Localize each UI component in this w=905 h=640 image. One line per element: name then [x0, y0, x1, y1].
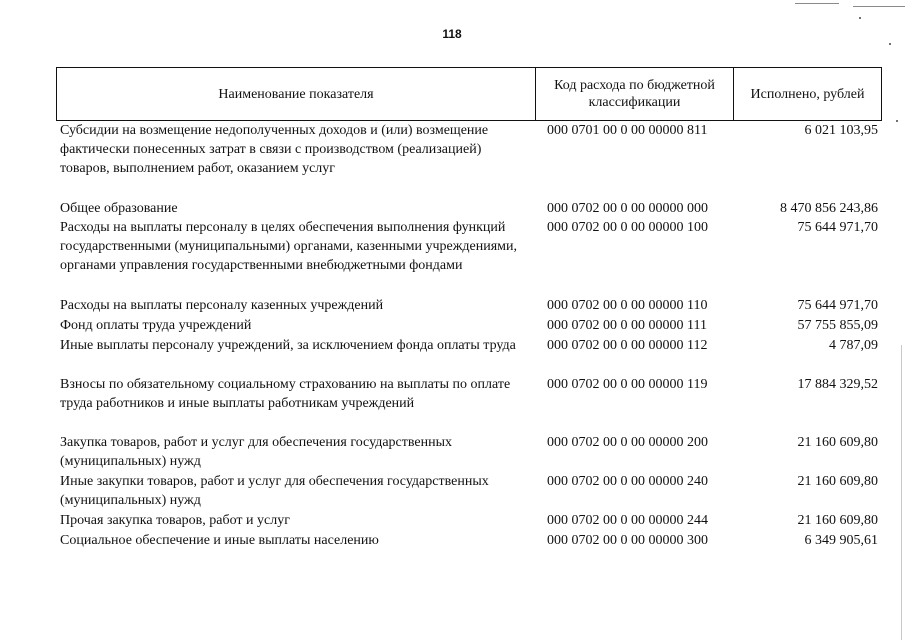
- row-code: 000 0702 00 0 00 00000 200: [547, 435, 708, 450]
- row-name: Общее образование: [60, 201, 178, 216]
- scan-artifact-dot: [896, 120, 898, 122]
- row-amount: 75 644 971,70: [797, 298, 878, 313]
- row-code: 000 0702 00 0 00 00000 000: [547, 201, 708, 216]
- header-name: Наименование показателя: [218, 86, 374, 102]
- row-code: 000 0702 00 0 00 00000 110: [547, 298, 708, 313]
- row-amount: 75 644 971,70: [797, 220, 878, 235]
- header-amount: Исполнено, рублей: [733, 68, 881, 120]
- scan-artifact-edge: [901, 345, 902, 640]
- scan-artifact-dot: [859, 17, 861, 19]
- row-code: 000 0702 00 0 00 00000 119: [547, 377, 708, 392]
- row-code: 000 0702 00 0 00 00000 240: [547, 474, 708, 489]
- row-name: Иные закупки товаров, работ и услуг для обеспечения государственных (муниципальных) нужд: [60, 474, 489, 508]
- row-name: Иные выплаты персоналу учреждений, за исключением фонда оплаты труда: [60, 338, 516, 353]
- row-name: Субсидии на возмещение недополученных доходов и (или) возмещение фактически понесенных затрат в связи с производством (реализацией) товаров, выполнением работ, оказанием услуг: [60, 123, 489, 176]
- row-code: 000 0702 00 0 00 00000 244: [547, 513, 708, 528]
- page-number: 118: [442, 27, 462, 41]
- row-name: Расходы на выплаты персоналу казенных учреждений: [60, 298, 384, 313]
- row-code: 000 0702 00 0 00 00000 300: [547, 533, 708, 548]
- scan-artifact-line: [853, 6, 905, 7]
- row-name: Прочая закупка товаров, работ и услуг: [60, 513, 290, 528]
- row-name: Расходы на выплаты персоналу в целях обеспечения выполнения функций государственными (муниципальными) органами, казенными учреждениями, органами управления государственными внебюджетными фондами: [60, 220, 517, 273]
- row-code: 000 0701 00 0 00 00000 811: [547, 123, 708, 138]
- row-code: 000 0702 00 0 00 00000 112: [547, 338, 708, 353]
- row-amount: 4 787,09: [829, 338, 878, 353]
- row-name: Социальное обеспечение и иные выплаты населению: [60, 533, 379, 548]
- row-amount: 21 160 609,80: [797, 435, 878, 450]
- row-amount: 57 755 855,09: [797, 318, 878, 333]
- row-name: Закупка товаров, работ и услуг для обеспечения государственных (муниципальных) нужд: [60, 435, 453, 469]
- scan-artifact-dot: [889, 43, 891, 45]
- row-amount: 6 349 905,61: [804, 533, 878, 548]
- table-header: [56, 67, 882, 121]
- row-name: Фонд оплаты труда учреждений: [60, 318, 252, 333]
- row-amount: 6 021 103,95: [804, 123, 878, 138]
- row-code: 000 0702 00 0 00 00000 111: [547, 318, 707, 333]
- row-code: 000 0702 00 0 00 00000 100: [547, 220, 708, 235]
- row-amount: 8 470 856 243,86: [780, 201, 878, 216]
- row-name: Взносы по обязательному социальному страхованию на выплаты по оплате труда работников и иные выплаты работникам учреждений: [60, 377, 511, 411]
- row-amount: 21 160 609,80: [797, 513, 878, 528]
- row-amount: 17 884 329,52: [797, 377, 878, 392]
- header-code: Код расхода по бюджетной классификации: [535, 68, 733, 120]
- row-amount: 21 160 609,80: [797, 474, 878, 489]
- scan-artifact-line: [795, 3, 839, 4]
